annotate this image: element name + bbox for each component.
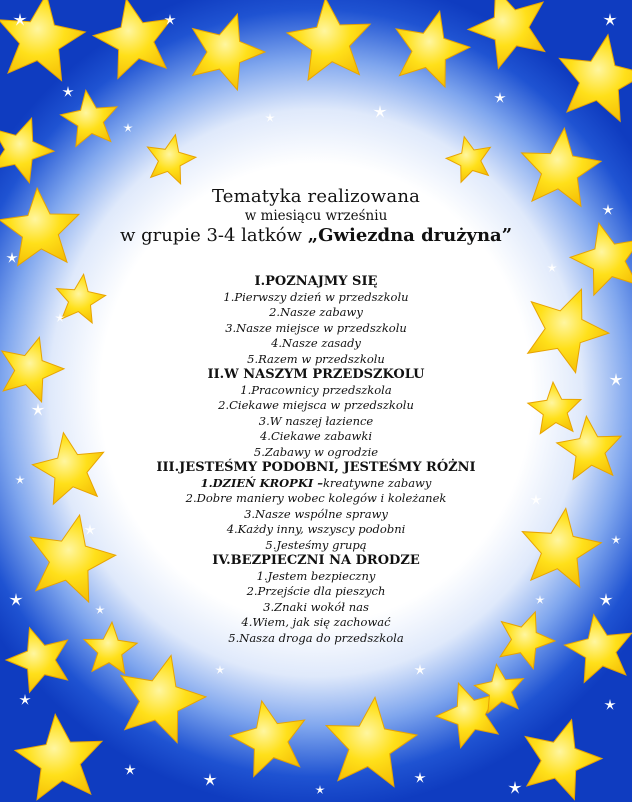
sparkle-icon: [535, 595, 545, 604]
list-item: 4.Nasze zasady: [271, 336, 361, 350]
list-item: 5.Jesteśmy grupą: [265, 537, 367, 552]
plan-title: Tematyka realizowana: [211, 186, 421, 207]
sparkle-icon: [9, 593, 22, 606]
star-icon: [396, 11, 470, 87]
star-icon: [2, 337, 64, 402]
section-1: [100, 274, 532, 367]
sparkle-icon: [31, 403, 44, 416]
section-3: [100, 460, 532, 553]
star-icon: [61, 90, 118, 146]
sparkle-icon: [373, 105, 386, 118]
sparkle-icon: [611, 535, 621, 544]
list-item: 5.Nasza droga do przedszkola: [228, 630, 404, 645]
sparkle-icon: [414, 664, 425, 675]
star-icon: [570, 223, 632, 295]
list-item: 3.Nasze miejsce w przedszkolu: [225, 320, 407, 335]
topic-list: [100, 476, 532, 554]
star-icon: [0, 118, 54, 183]
star-icon: [15, 714, 102, 800]
group-line: [100, 224, 532, 248]
sparkle-icon: [494, 92, 505, 103]
sparkle-icon: [604, 699, 615, 710]
sparkle-icon: [414, 772, 425, 783]
sparkle-icon: [19, 694, 30, 705]
section-title: II.W NASZYM PRZEDSZKOLU: [207, 367, 425, 382]
star-icon: [446, 137, 490, 183]
sparkle-icon: [265, 113, 275, 122]
star-icon: [148, 135, 196, 184]
list-item: 5.Zabawy w ogrodzie: [253, 444, 379, 459]
star-icon: [32, 433, 103, 505]
list-item: 1.Pracownicy przedszkola: [240, 382, 392, 397]
star-icon: [559, 35, 632, 122]
spacer: [100, 248, 532, 274]
sparkle-icon: [599, 593, 612, 606]
star-icon: [522, 508, 601, 587]
star-icon: [121, 655, 206, 742]
sparkle-icon: [508, 781, 521, 794]
sparkle-icon: [15, 475, 25, 484]
star-icon: [230, 701, 304, 777]
group-prefix: w grupie 3-4 latków: [119, 225, 308, 246]
list-item: 2.Nasze zabawy: [269, 305, 363, 319]
list-item: 2.Przejście dla pieszych: [246, 584, 386, 598]
list-item: 3.Nasze wspólne sprawy: [244, 506, 388, 521]
sparkle-icon: [84, 524, 95, 535]
sparkle-icon: [609, 373, 622, 386]
star-icon: [525, 720, 602, 800]
list-item: 4.Ciekawe zabawki: [259, 429, 372, 443]
star-icon: [93, 0, 171, 78]
list-item: 4.Wiem, jak się zachować: [241, 615, 391, 629]
star-icon: [57, 274, 106, 323]
star-icon: [6, 628, 68, 693]
plan-subtitle: w miesiącu wrześniu: [244, 208, 388, 224]
list-item: 2.Dobre maniery wobec kolegów i koleżanek: [185, 491, 447, 505]
sparkle-icon: [603, 13, 616, 26]
section-2: [100, 367, 532, 460]
sparkle-icon: [215, 665, 225, 674]
list-item: 3.Znaki wokół nas: [263, 599, 369, 614]
star-icon: [522, 128, 602, 206]
star-icon: [287, 0, 370, 80]
item-highlight: 1.DZIEŃ KROPKI –: [200, 475, 323, 490]
sparkle-icon: [203, 773, 216, 786]
star-icon: [468, 0, 545, 68]
list-item: 2.Ciekawe miejsca w przedszkolu: [218, 398, 414, 412]
sparkle-icon: [123, 123, 133, 132]
topic-list: [100, 383, 532, 461]
star-icon: [326, 697, 417, 786]
section-title: III.JESTEŚMY PODOBNI, JESTEŚMY RÓŻNI: [156, 460, 476, 475]
sparkle-icon: [124, 764, 135, 775]
item-rest: kreatywne zabawy: [322, 475, 432, 490]
star-icon: [0, 0, 85, 81]
topic-list: [100, 569, 532, 647]
section-title: I.POZNAJMY SIĘ: [254, 274, 378, 289]
topic-list: [100, 290, 532, 368]
list-item: 3.W naszej łazience: [258, 413, 374, 428]
list-item: 1.Jestem bezpieczny: [256, 568, 376, 583]
sparkle-icon: [315, 785, 325, 794]
sparkle-icon: [6, 252, 17, 263]
star-icon: [564, 615, 631, 683]
list-item: 1.Pierwszy dzień w przedszkolu: [223, 289, 409, 304]
list-item: [100, 476, 532, 492]
section-title: IV.BEZPIECZNI NA DRODZE: [212, 553, 420, 568]
star-icon: [193, 14, 265, 90]
star-icon: [528, 382, 581, 434]
sparkle-icon: [602, 204, 613, 215]
group-name: „Gwiezdna drużyna”: [307, 225, 513, 246]
thematic-plan: [100, 186, 532, 646]
list-item: 4.Każdy inny, wszyscy podobni: [226, 522, 406, 536]
star-icon: [528, 289, 609, 373]
list-item: 5.Razem w przedszkolu: [247, 351, 385, 366]
sparkle-icon: [62, 86, 73, 97]
sparkle-icon: [547, 263, 557, 272]
section-4: [100, 553, 532, 646]
sparkle-icon: [530, 494, 541, 505]
